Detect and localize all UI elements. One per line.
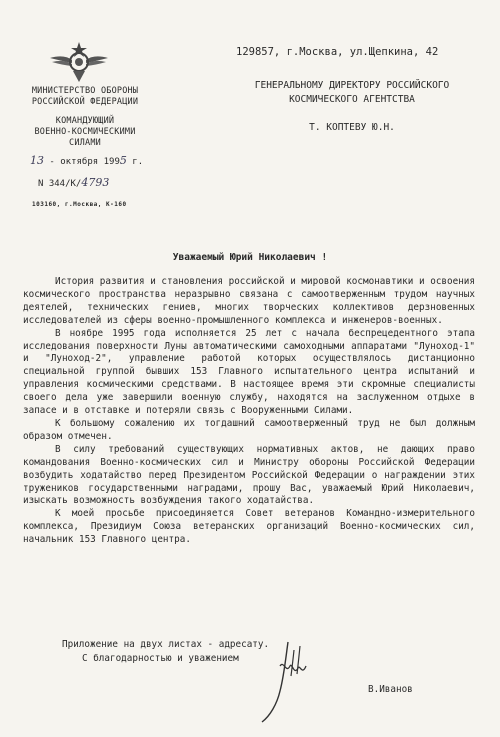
sender-block xyxy=(10,86,160,149)
commander-line-3: СИЛАМИ xyxy=(69,138,101,148)
date-suffix: г. xyxy=(132,157,144,167)
body-paragraph: В силу требований существующих нормативных актов, не дающих право командования Военно-космических сил и Министру обороны Российской Федерации возбудить ходатайство перед Президентом Российской Федерации о награждении этих тружеников государственными наградами, прошу Вас, уважаемый Юрий Николаевич, изыскать возможность возбуждения такого ходатайства. xyxy=(23,443,475,507)
regards-line: С благодарностью и уважением xyxy=(82,653,239,664)
recipient-title-line-1: ГЕНЕРАЛЬНОМУ ДИРЕКТОРУ РОССИЙСКОГО xyxy=(254,80,450,91)
date-year-digit-handwritten: 5 xyxy=(119,154,127,167)
commander-line-2: ВОЕННО-КОСМИЧЕСКИМИ xyxy=(34,127,136,137)
recipient-address: 129857, г.Москва, ул.Щепкина, 42 xyxy=(236,46,439,58)
outgoing-number-prefix: N 344/К/ xyxy=(38,179,82,189)
outgoing-number xyxy=(38,176,109,189)
ministry-line-1: МИНИСТЕРСТВО ОБОРОНЫ xyxy=(31,86,139,96)
body-paragraph: К большому сожалению их тогдашний самоотверженный труд не был должным образом отмечен. xyxy=(23,417,475,442)
commander-line-1: КОМАНДУЮЩИЙ xyxy=(55,116,115,126)
date-month-year: - октября 199 xyxy=(49,157,120,167)
outgoing-number-handwritten: 4793 xyxy=(81,176,110,189)
date-day-handwritten: 13 xyxy=(30,154,44,167)
sender-postal-stamp: 103160, г.Москва, К-160 xyxy=(32,201,127,208)
letter-body xyxy=(23,276,475,547)
body-paragraph: История развития и становления российской и мировой космонавтики и освоения космического пространства неразрывно связана с самоотверженным трудом научных деятелей, технических гениев, многих творческих коллективов дерзновенных исследователей из сферы военно-промышленного комплекса и инженеров-военных. xyxy=(23,276,475,326)
body-paragraph: К моей просьбе присоединяется Совет ветеранов Командно-измерительного комплекса, Президиум Союза ветеранских организаций Военно-космических сил, начальник 153 Главного центра. xyxy=(23,508,475,546)
salutation: Уважаемый Юрий Николаевич ! xyxy=(172,252,328,263)
letter-date xyxy=(30,154,143,167)
signer-name: В.Иванов xyxy=(368,684,413,695)
attachment-note: Приложение на двух листах - адресату. xyxy=(62,639,270,650)
handwritten-signature-icon xyxy=(250,636,320,726)
aviation-emblem-icon xyxy=(48,40,110,84)
recipient-title-line-2: КОСМИЧЕСКОГО АГЕНТСТВА xyxy=(289,94,415,105)
body-paragraph: В ноябре 1995 года исполняется 25 лет с начала беспрецедентного этапа исследования поверхности Луны автоматическими самоходными аппаратами "Луноход-1" и "Луноход-2", управление работой которых осуществлялось дистанционно специальной группой бывших 153 Главного испытательного центра испытаний и управления космическими средствами. В настоящее время эти скромные специалисты своего дела уже завершили военную службу, находятся на заслуженном отдыхе в запасе и в отставке и потеряли связь с Вооруженными Силами. xyxy=(23,327,475,417)
recipient-block xyxy=(222,79,482,135)
ministry-line-2: РОССИЙСКОЙ ФЕДЕРАЦИИ xyxy=(31,97,139,107)
closing-block xyxy=(62,638,269,666)
recipient-name: Т. КОПТЕВУ Ю.Н. xyxy=(309,122,395,133)
